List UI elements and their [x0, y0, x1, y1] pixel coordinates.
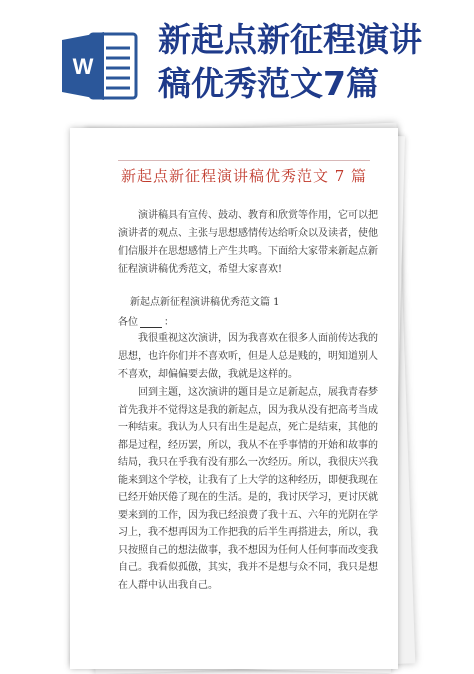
- body-paragraph-2: 回到主题，这次演讲的题目是立足新起点，展我青春梦首先我并不觉得这是我的新起点，因为我从没有把高考当成一种结束。我认为人只有出生是起点，死亡是结束，其他的都是过程，经历罢，所以，我从不在乎事情的开始和故事的结局，我只在乎我有没有那么一次经历。所以，我很庆兴我能来到这个学校，让我有了上大学的这种经历，即便我现在已经开始厌倦了现在的生活。是的，我讨厌学习，更讨厌就要来到的工作，因为我已经浪费了我十五、六年的光阴在学习上，我不想再因为工作把我的后半生再搭进去，所以，我只按照自己的想法做事，我不想因为任何人任何事而改变我自己。我看似孤傲，其实，我并不是想与众不同，我只是想在人群中认出我自己。: [118, 387, 378, 591]
- logo-letter: W: [72, 54, 94, 79]
- body-paragraph-1: 我很重视这次演讲，因为我喜欢在很多人面前传达我的思想，也许你们并不喜欢听，但是人总是贱的，明知道别人不喜欢，却偏偏要去做，我就是这样的。: [118, 333, 378, 380]
- salutation-blank-line: [140, 317, 162, 328]
- salutation-suffix: ：: [164, 317, 174, 328]
- salutation-prefix: 各位: [118, 317, 138, 328]
- page-title-line-1: 新起点新征程演讲: [158, 20, 422, 59]
- salutation: [118, 313, 174, 328]
- header-banner: [0, 0, 474, 128]
- word-document-icon: [60, 28, 138, 104]
- document-title: 新起点新征程演讲稿优秀范文 7 篇: [118, 160, 370, 186]
- section-heading: 新起点新征程演讲稿优秀范文篇 1: [130, 297, 280, 308]
- page-title-line-2: 稿优秀范文7篇: [158, 64, 379, 103]
- intro-paragraph: 演讲稿具有宣传、鼓动、教育和欣赏等作用，它可以把演讲者的观点、主张与思想感情传达给听众以及读者，使他们信服并在思想感情上产生共鸣。下面给大家带来新起点新征程演讲稿优秀范文，希望大家喜欢!: [118, 210, 378, 275]
- page-title: [158, 18, 458, 106]
